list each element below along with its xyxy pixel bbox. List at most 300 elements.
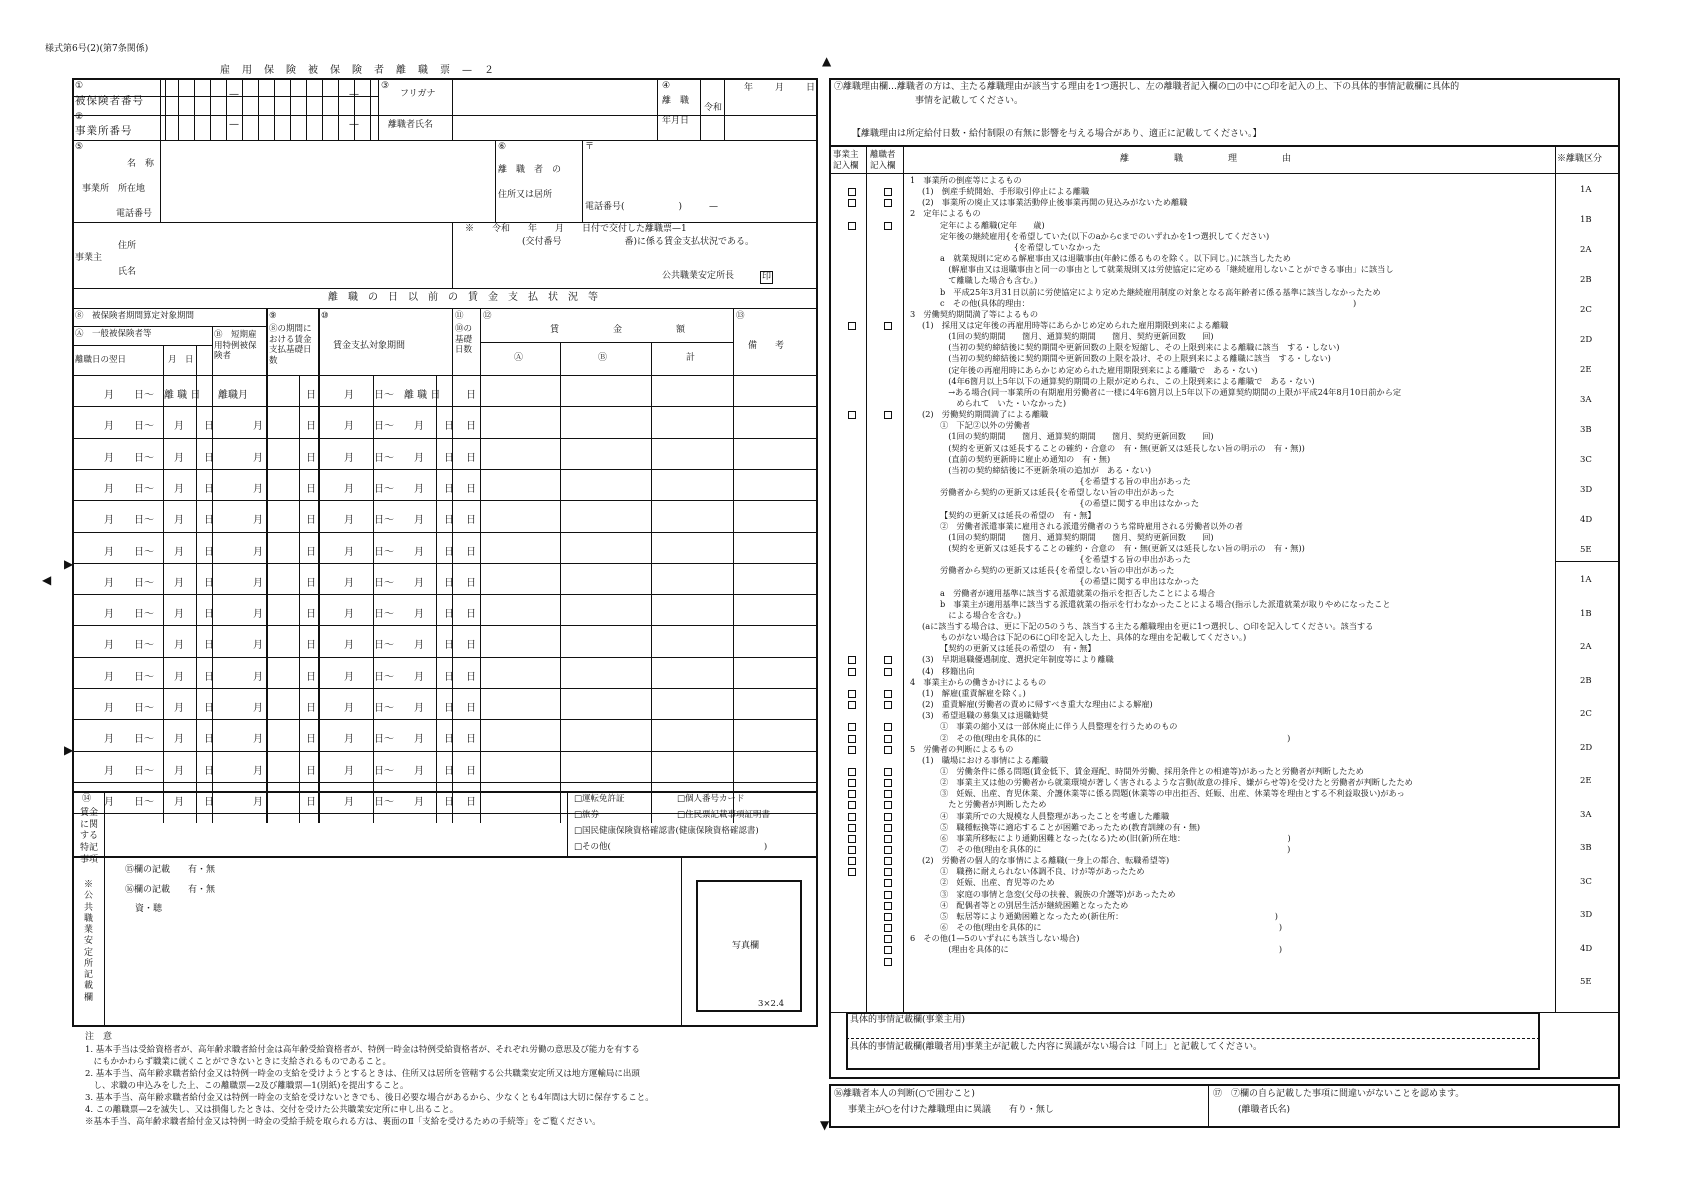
- class-code: 2A: [1580, 245, 1592, 255]
- employer-checkbox[interactable]: [848, 735, 856, 743]
- wage-period: 月 日～ 月 日: [344, 577, 454, 589]
- reason-line: ① 労働条件に係る問題(賃金低下、賃金遅配、時間外労働、採用条件との相違等)があったと労働者が判断したため: [940, 765, 1364, 776]
- period-a: 月 日～ 月 日: [104, 734, 214, 746]
- digit-cell-divider: [370, 115, 371, 140]
- table-row-line: [72, 688, 818, 689]
- id-document-option: □運転免許証: [574, 794, 625, 804]
- registration-mark-bottom: ▼: [820, 1118, 830, 1132]
- reason-line: たと労働者が判断したため: [940, 799, 1047, 810]
- digit-cell-divider: [165, 78, 166, 115]
- detail-worker-label: 具体的事情記載欄(離職者用)事業主が記載した内容に異議がない場合は「同上」と記載してください。: [850, 1042, 1263, 1052]
- wage-period: 月 日～ 月 日: [344, 796, 454, 808]
- period-b: 月: [253, 421, 263, 433]
- worker-checkbox[interactable]: [884, 946, 892, 954]
- worker-checkbox[interactable]: [884, 857, 892, 865]
- reason-header-2: 事情を記載してください。: [915, 96, 1024, 106]
- digit-cell-divider: [322, 78, 323, 115]
- period-a: 月 日～ 月 日: [104, 577, 214, 589]
- period-b: 月: [253, 765, 263, 777]
- reason-line: (契約を更新又は延長することの確約・合意の 有・無(更新又は延長しない旨の明示の 有・無)): [940, 442, 1305, 453]
- period-b: 離職月: [218, 390, 248, 401]
- reason-line: ⑥ その他(理由を具体的に ): [940, 922, 1283, 933]
- wage-period: 月 日～ 月 日: [344, 546, 454, 558]
- year-label: 年: [744, 83, 754, 93]
- registration-mark-left: ◀: [42, 573, 52, 587]
- wage-amount-header: 賃 金 額: [550, 325, 686, 335]
- office-name-label: 名 称: [127, 159, 155, 169]
- form-title: 雇 用 保 険 被 保 険 者 離 職 票 — ２: [220, 65, 495, 76]
- reason-line: {を希望する旨の申出があった: [940, 554, 1191, 565]
- reason-line: (1) 倒産手続開始、手形取引停止による離職: [922, 186, 1090, 197]
- reason-line: →ある場合(同一事業所の有期雇用労働者に一様に4年6箇月以上5年以下の通算契約期間の上限が平成24年8月10日前から定: [940, 386, 1402, 397]
- reason-line: {を希望する旨の申出があった: [940, 476, 1191, 487]
- dash-3: —: [229, 119, 239, 130]
- shi-cho-text: 資・聴: [135, 904, 163, 914]
- reason-line: ① 職務に耐えられない体調不良、けが等があったため: [940, 866, 1145, 877]
- table-row-line: [72, 532, 818, 533]
- class-code: 2C: [1580, 305, 1592, 315]
- insured-number-label: 被保険者番号: [75, 95, 144, 107]
- digit-cell-divider: [226, 115, 227, 140]
- wage-period: 月 日～ 月 日: [344, 765, 454, 777]
- reason-line: (3) 希望退職の募集又は退職勧奨: [922, 710, 1049, 721]
- employer-checkbox[interactable]: [848, 857, 856, 865]
- wage-period: 月 日～ 月 日: [344, 452, 454, 464]
- table-row-line: [72, 594, 818, 595]
- table-row-line: [72, 751, 818, 752]
- remarks-label: 備 考: [748, 341, 785, 351]
- reason-line: b 平成25年3月31日以前に労使協定により定めた継続雇用制度の対象となる高年齢者に係る基準に該当しなかったため: [940, 286, 1381, 297]
- reason-line: (4年6箇月以上5年以下の通算契約期間の上限が定められ、この上限到来による離職で ある・ない): [940, 375, 1315, 386]
- issue-note-1: ※ 令和 年 月 日付で交付した離職票—1: [465, 224, 687, 234]
- reason-line: 労働者から契約の更新又は延長{を希望しない旨の申出があった: [940, 565, 1175, 576]
- month-day-label: 月 日: [168, 355, 194, 365]
- period-a: 月 日～ 月 日: [104, 452, 214, 464]
- note-line: し、求職の申込みをした上、この離職票—2及び離職票—1(別紙)を提出すること。: [85, 1081, 409, 1091]
- day-label: 日: [806, 83, 816, 93]
- field-4-number: ④: [662, 81, 671, 91]
- basis-days: 日: [306, 515, 316, 527]
- employer-checkbox[interactable]: [848, 690, 856, 698]
- employer-label: 事業主: [75, 253, 103, 263]
- reason-line: められて いた・いなかった): [940, 398, 1067, 408]
- reason-line: ① 事業の縮小又は一部休廃止に伴う人員整理を行うためのもの: [940, 721, 1178, 732]
- digit-cell-divider: [242, 78, 243, 115]
- reason-header-1: ⑦離職理由欄…離職者の方は、主たる離職理由が該当する理由を1つ選択し、左の離職者記入欄の□の中に○印を記入の上、下の具体的事情記載欄に具体的: [834, 82, 1460, 92]
- worker-checkbox[interactable]: [884, 846, 892, 854]
- reason-line: a 労働者が適用基準に該当する派遣就業の指示を拒否したことによる場合: [940, 587, 1216, 598]
- note-line: 2. 基本手当、高年齢求職者給付金又は特例一時金の支給を受けようとするときは、住所又は居所を管轄する公共職業安定所又は地方運輸局に出頭: [85, 1069, 640, 1079]
- worker-checkbox[interactable]: [884, 411, 892, 419]
- employer-checkbox[interactable]: [848, 790, 856, 798]
- id-document-option: □その他( ): [574, 842, 768, 852]
- class-code: 3C: [1580, 455, 1592, 465]
- employer-checkbox[interactable]: [848, 222, 856, 230]
- class-code: 1B: [1580, 215, 1592, 225]
- reason-line: (3) 早期退職優遇制度、選択定年制度等により離職: [922, 654, 1114, 665]
- worker-checkbox[interactable]: [884, 958, 892, 966]
- field-11-label: ⑪: [455, 311, 464, 321]
- field-14-text: 賃金に関する特記事項: [80, 808, 99, 865]
- reason-line: (2) 重責解雇(労働者の責めに帰すべき重大な理由による解雇): [922, 699, 1153, 710]
- period-a: 月 日～ 月 日: [104, 546, 214, 558]
- employer-column-header: 事業主記入欄: [833, 150, 859, 172]
- employer-checkbox[interactable]: [848, 322, 856, 330]
- name-label: 離職者氏名: [388, 120, 434, 130]
- reason-line: ⑦ その他(理由を具体的に ): [940, 844, 1291, 854]
- photo-label: 写真欄: [732, 941, 760, 951]
- field-14-label: ⑭: [82, 794, 92, 804]
- column-total-label: 計: [686, 353, 696, 363]
- wage-days: 日: [466, 421, 476, 433]
- worker-checkbox[interactable]: [884, 668, 892, 676]
- class-code: 3B: [1580, 425, 1592, 435]
- wage-days: 日: [466, 577, 476, 589]
- worker-checkbox[interactable]: [884, 891, 892, 899]
- field-5-number: ⑤: [75, 142, 84, 152]
- period-a: 月 日～ 月 日: [104, 640, 214, 652]
- dash-1: —: [229, 89, 239, 100]
- month-label: 月: [775, 83, 785, 93]
- wage-days: 日: [466, 515, 476, 527]
- employer-checkbox[interactable]: [848, 701, 856, 709]
- postal-mark: 〒: [585, 142, 595, 152]
- class-code: 2B: [1580, 675, 1592, 686]
- notes-title: 注 意: [85, 1032, 113, 1042]
- class-code: 3D: [1580, 485, 1593, 495]
- worker-checkbox[interactable]: [884, 779, 892, 787]
- office-address-label: 事業所 所在地: [82, 184, 146, 194]
- reason-line: 定年後の継続雇用{を希望していた(以下のaからcまでのいずれかを1つ選択してください): [940, 230, 1270, 241]
- worker-checkbox[interactable]: [884, 868, 892, 876]
- basis-days: 日: [306, 671, 316, 683]
- wage-days: 日: [466, 390, 476, 401]
- wage-period: 月 日～ 離 職 日: [344, 390, 441, 401]
- period-b: 月: [253, 515, 263, 527]
- column-b-label: Ⓑ: [598, 353, 608, 363]
- employer-checkbox[interactable]: [848, 668, 856, 676]
- wage-period: 月 日～ 月 日: [344, 483, 454, 495]
- id-document-option: □旅券: [574, 810, 600, 820]
- day-after-label: 離職日の翌日: [75, 355, 127, 365]
- class-code: 3D: [1580, 910, 1593, 920]
- wage-period: 月 日～ 月 日: [344, 640, 454, 652]
- basis-days: 日: [306, 734, 316, 746]
- worker-checkbox[interactable]: [884, 723, 892, 731]
- registration-mark-1: ▶: [64, 557, 74, 571]
- period-a: 月 日～ 月 日: [104, 421, 214, 433]
- class-code: 1B: [1580, 608, 1592, 619]
- digit-cell-divider: [306, 78, 307, 115]
- employer-checkbox[interactable]: [848, 199, 856, 207]
- reason-line: (1) 職場における事情による離職: [922, 754, 1049, 765]
- note-line: 3. 基本手当、高年齢求職者給付金又は特例一時金の支給を受けないときでも、後日必要な場合があるから、少なくとも4年間は大切に保存すること。: [85, 1093, 654, 1103]
- reason-line: (1) 解雇(重責解雇を除く。): [922, 687, 1026, 698]
- basis-days: 日: [306, 421, 316, 433]
- worker-checkbox[interactable]: [884, 199, 892, 207]
- digit-cell-divider: [258, 78, 259, 115]
- period-b: 月: [253, 671, 263, 683]
- digit-cell-divider: [338, 78, 339, 115]
- reason-line: ④ 配偶者等との別居生活が継続困難となったため: [940, 899, 1129, 910]
- employer-checkbox[interactable]: [848, 846, 856, 854]
- note-line: ※基本手当、高年齢求職者給付金又は特例一時金の受給手続を取られる方は、裏面のⅡ「支給を受けるための手続等」をご覧ください。: [85, 1117, 601, 1127]
- class-code: 2C: [1580, 709, 1592, 719]
- reason-line: (2) 労働契約期間満了による離職: [922, 409, 1049, 420]
- note-line: 1. 基本手当は受給資格者が、高年齢求職者給付金は高年齢受給資格者が、特例一時金は特例受給資格者が、それぞれ労働の意思及び能力を有する: [85, 1045, 640, 1055]
- employer-checkbox[interactable]: [848, 868, 856, 876]
- field-3-number: ③: [381, 81, 390, 91]
- worker-checkbox[interactable]: [884, 188, 892, 196]
- period-a: 月 日～ 月 日: [104, 765, 214, 777]
- reason-header-3: 【離職理由は所定給付日数・給付制限の有無に影響を与える場合があり、適正に記載してください。】: [852, 129, 1262, 139]
- reason-line: (当初の契約締結後に不更新条項の追加が ある・ない): [940, 464, 1152, 475]
- wage-period: 月 日～ 月 日: [344, 671, 454, 683]
- reason-line: (aに該当する場合は、更に下記の5のうち、該当する主たる離職理由を更に1つ選択し、○印を記入してください。該当する: [922, 621, 1374, 631]
- employer-checkbox[interactable]: [848, 746, 856, 754]
- field-15-text: ⑮欄の記載 有・無: [125, 865, 216, 875]
- employer-checkbox[interactable]: [848, 188, 856, 196]
- table-row-line: [72, 625, 818, 626]
- worker-checkbox[interactable]: [884, 701, 892, 709]
- digit-cell-divider: [370, 78, 371, 115]
- digit-cell-divider: [274, 115, 275, 140]
- wage-period: 月 日～ 月 日: [344, 609, 454, 621]
- period-b: 月: [253, 483, 263, 495]
- wage-days: 日: [466, 640, 476, 652]
- table-row-line: [72, 438, 818, 439]
- furigana-label: フリガナ: [400, 89, 436, 99]
- reason-line: 労働者から契約の更新又は延長{を希望しない旨の申出があった: [940, 487, 1175, 498]
- worker-column-header: 離職者記入欄: [870, 150, 896, 172]
- class-code: 2B: [1580, 275, 1592, 285]
- wage-days: 日: [466, 609, 476, 621]
- basis-days: 日: [306, 609, 316, 621]
- digit-cell-divider: [290, 115, 291, 140]
- field-9-text: ⑧の期間における賃金支払基礎日数: [269, 324, 312, 366]
- wage-days: 日: [466, 483, 476, 495]
- field-17-title: ⑰ ⑦欄の自ら記載した事項に間違いがないことを認めます。: [1213, 1089, 1465, 1099]
- table-row-line: [72, 782, 818, 783]
- field-1-number: ①: [75, 81, 84, 91]
- digit-cell-divider: [178, 78, 179, 115]
- digit-cell-divider: [322, 115, 323, 140]
- note-line: にもかかわらず職業に就くことができないときに支給されるものであること。: [85, 1057, 392, 1067]
- reason-line: (2) 労働者の個人的な事情による離職(一身上の都合、転職希望等): [922, 855, 1170, 866]
- period-a: 月 日～ 月 日: [104, 671, 214, 683]
- digit-cell-divider: [194, 115, 195, 140]
- reason-line: ③ 家庭の事情と急変(父母の扶養、親族の介護等)があったため: [940, 888, 1176, 899]
- reason-line: 4 事業主からの働きかけによるもの: [910, 676, 1047, 687]
- period-b: 月: [253, 546, 263, 558]
- field-17-name: (離職者氏名): [1238, 1105, 1291, 1115]
- worker-checkbox[interactable]: [884, 746, 892, 754]
- basis-days: 日: [306, 452, 316, 464]
- worker-checkbox[interactable]: [884, 824, 892, 832]
- form-id: 様式第6号(2)(第7条関係): [45, 44, 149, 54]
- basis-days: 日: [306, 796, 316, 808]
- worker-checkbox[interactable]: [884, 768, 892, 776]
- basis-days: 日: [306, 703, 316, 714]
- employer-address-label: 住所: [118, 241, 137, 251]
- basis-days: 日: [306, 390, 316, 401]
- phone-input-label: 電話番号( ) —: [585, 202, 719, 212]
- reason-line: ② 事業主又は他の労働者から就業環境が著しく害されるような言動(故意の排斥、嫌がらせ等)を受けたと労働者が判断したため: [940, 777, 1413, 788]
- id-document-option: □住民票記載事項証明書: [677, 810, 771, 820]
- reason-line: ものがない場合は下記の6に○印を記入した上、具体的な理由を記載してください。): [940, 632, 1247, 643]
- basis-days: 日: [306, 640, 316, 652]
- employer-name-label: 氏名: [118, 267, 137, 277]
- digit-cell-divider: [258, 115, 259, 140]
- reason-line: (1) 採用又は定年後の再雇用時等にあらかじめ定められた雇用期限到来による離職: [922, 319, 1229, 330]
- class-code: 1A: [1580, 575, 1592, 585]
- field-2-number: ②: [75, 112, 84, 122]
- class-code: 2D: [1580, 742, 1593, 753]
- period-b: 月: [253, 452, 263, 464]
- reason-line: {の希望に関する申出はなかった: [940, 498, 1200, 509]
- worker-checkbox[interactable]: [884, 879, 892, 887]
- field-13-label: ⑬: [736, 311, 745, 321]
- class-code: 3B: [1580, 843, 1592, 853]
- digit-cell-divider: [178, 115, 179, 140]
- id-document-option: □国民健康保険資格確認書(健康保険資格確認書): [574, 826, 759, 836]
- worker-checkbox[interactable]: [884, 902, 892, 910]
- seal-mark: 印: [762, 272, 772, 282]
- basis-days: 日: [306, 577, 316, 589]
- dash-2: —: [349, 89, 359, 100]
- class-code: 3C: [1580, 876, 1592, 887]
- worker-checkbox[interactable]: [884, 656, 892, 664]
- employer-checkbox[interactable]: [848, 824, 856, 832]
- worker-checkbox[interactable]: [884, 935, 892, 943]
- reason-line: {を希望していなかった: [940, 241, 1101, 252]
- field-12-label: ⑫: [483, 311, 492, 321]
- field-16-text: ⑯欄の記載 有・無: [125, 885, 216, 895]
- employer-checkbox[interactable]: [848, 835, 856, 843]
- reason-line: ② 妊娠、出産、育児等のため: [940, 877, 1055, 888]
- reason-line: て離職した場合も含む。): [940, 275, 1038, 286]
- class-code: 4D: [1580, 515, 1593, 525]
- table-row-line: [72, 406, 818, 407]
- id-document-option: □個人番号カード: [677, 794, 745, 804]
- period-b: 月: [253, 640, 263, 652]
- field-9-label: ⑨: [269, 311, 277, 321]
- class-code: 2D: [1580, 335, 1593, 345]
- worker-checkbox[interactable]: [884, 835, 892, 843]
- class-code: 5E: [1580, 545, 1592, 555]
- employer-checkbox[interactable]: [848, 801, 856, 809]
- office-phone-label: 電話番号: [116, 209, 153, 219]
- digit-cell-divider: [194, 78, 195, 115]
- employer-checkbox[interactable]: [848, 411, 856, 419]
- reason-line: (1回の契約期間 箇月、通算契約期間 箇月、契約更新回数 回): [940, 531, 1214, 542]
- reason-line: (契約を更新又は延長することの確約・合意の 有・無(更新又は延長しない旨の明示の 有・無)): [940, 542, 1305, 553]
- period-a: 月 日～ 月 日: [104, 483, 214, 495]
- class-code: 3A: [1580, 809, 1592, 820]
- separation-label: 離 職: [662, 96, 690, 106]
- reason-line: 3 労働契約期間満了等によるもの: [910, 308, 1039, 319]
- reason-line: 1 事業所の倒産等によるもの: [910, 175, 1022, 185]
- reason-line: (4) 移籍出向: [922, 665, 975, 676]
- worker-checkbox[interactable]: [884, 735, 892, 743]
- employer-checkbox[interactable]: [848, 723, 856, 731]
- class-code: 2E: [1580, 365, 1592, 375]
- period-a: 月 日～ 月 日: [104, 515, 214, 527]
- detail-employer-label: 具体的事情記載欄(事業主用): [850, 1015, 966, 1025]
- field-6-number: ⑥: [498, 142, 507, 152]
- issue-note-2: (交付番号 番)に係る賃金支払状況である。: [522, 237, 755, 247]
- class-code: 4D: [1580, 943, 1593, 954]
- note-line: 4. この離職票—2を滅失し、又は損傷したときは、交付を受けた公共職業安定所に申し出ること。: [85, 1105, 459, 1115]
- wage-period: 月 日～ 月 日: [344, 703, 454, 714]
- worker-checkbox[interactable]: [884, 924, 892, 932]
- reiwa-label: 令和: [704, 103, 723, 113]
- reason-line: ① 下記②以外の労働者: [940, 420, 1031, 431]
- basis-days: 日: [306, 765, 316, 777]
- employer-checkbox[interactable]: [848, 779, 856, 787]
- worker-checkbox[interactable]: [884, 322, 892, 330]
- worker-checkbox[interactable]: [884, 801, 892, 809]
- reason-line: 【契約の更新又は延長の希望の 有・無】: [940, 509, 1096, 520]
- digit-cell-divider: [242, 115, 243, 140]
- digit-cell-divider: [290, 78, 291, 115]
- field-10-text: 賃金支払対象期間: [333, 341, 406, 351]
- employer-checkbox[interactable]: [848, 768, 856, 776]
- worker-checkbox[interactable]: [884, 222, 892, 230]
- reason-line: (解雇事由又は退職事由と同一の事由として就業規則又は労使協定に定める「継続雇用しないことができる事由」に該当し: [940, 264, 1394, 275]
- table-row-line: [72, 563, 818, 564]
- period-a: 月 日～ 月 日: [104, 796, 214, 808]
- reason-line: 定年による離職(定年 歳): [940, 219, 1045, 230]
- wage-period: 月 日～ 月 日: [344, 734, 454, 746]
- wage-days: 日: [466, 796, 476, 808]
- agency-head-label: 公共職業安定所長: [662, 271, 735, 281]
- address-label-2: 住所又は居所: [498, 190, 553, 200]
- period-a: 月 日～ 月 日: [104, 609, 214, 621]
- period-a: 月 日～ 離 職 日: [104, 390, 201, 401]
- class-code: 5E: [1580, 977, 1592, 987]
- reason-line: ② 労働者派遣事業に雇用される派遣労働者のうち常時雇用される労働者以外の者: [940, 520, 1243, 531]
- worker-checkbox[interactable]: [884, 813, 892, 821]
- employer-checkbox[interactable]: [848, 656, 856, 664]
- worker-checkbox[interactable]: [884, 790, 892, 798]
- table-row-line: [72, 469, 818, 470]
- agency-column-label: ※公共職業安定所記載欄: [84, 880, 94, 1003]
- digit-cell-divider: [165, 115, 166, 140]
- period-a: 月 日～ 月 日: [104, 703, 214, 714]
- worker-checkbox[interactable]: [884, 690, 892, 698]
- reason-line: 2 定年によるもの: [910, 208, 981, 219]
- wage-days: 日: [466, 546, 476, 558]
- reason-line: 【契約の更新又は延長の希望の 有・無】: [940, 643, 1096, 654]
- class-code: 1A: [1580, 185, 1592, 195]
- reason-line: ② その他(理由を具体的に ): [940, 732, 1291, 743]
- reason-line: (理由を具体的に ): [940, 944, 1283, 955]
- reason-line: a 就業規則に定める解雇事由又は退職事由(年齢に係るものを除く。以下同じ。)に該当したため: [940, 253, 1291, 264]
- date-label: 年月日: [662, 116, 690, 126]
- period-b: 月: [253, 577, 263, 589]
- worker-checkbox[interactable]: [884, 913, 892, 921]
- reason-column-header: 離 職 理 由: [1120, 154, 1292, 164]
- reason-line: による場合を含む。): [940, 609, 1021, 620]
- employer-checkbox[interactable]: [848, 813, 856, 821]
- reason-line: c その他(具体的理由： ): [940, 297, 1357, 308]
- reason-line: 6 その他(1—5のいずれにも該当しない場合): [910, 933, 1080, 944]
- reason-line: (当初の契約締結後に契約期間や更新回数の上限を短縮し、その上限到来による離職に該当 する・しない): [940, 342, 1340, 353]
- table-row-line: [72, 657, 818, 658]
- registration-mark-2: ▶: [64, 743, 74, 757]
- column-a-label: Ⓐ: [514, 353, 524, 363]
